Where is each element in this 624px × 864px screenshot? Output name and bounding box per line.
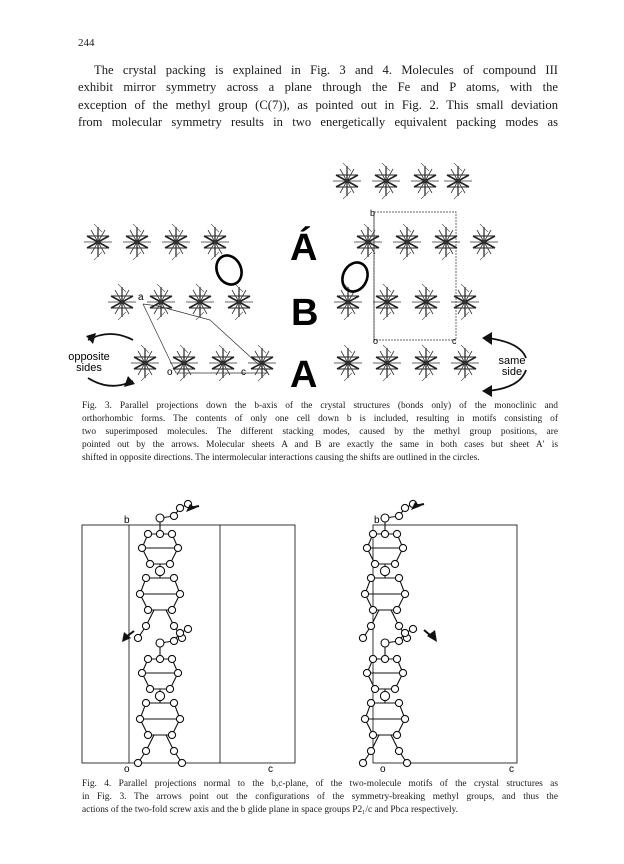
side-label: side [501, 366, 523, 378]
axis-label-o-right: o [373, 336, 379, 346]
figure-4-right-panel [359, 500, 517, 775]
paragraph-line: from molecular symmetry results in two energetically equivalent packing modes as [78, 114, 558, 129]
fig4-right-o: o [380, 764, 386, 775]
caption-line: actions of the two-fold screw axis and the b glide plane in space groups P2₁/c and Pbca respectively. [82, 805, 458, 815]
axis-label-a: a [138, 292, 144, 303]
fig4-right-b: b [374, 515, 380, 526]
sheet-label-a: A [290, 354, 318, 396]
sides-label: sides [76, 362, 102, 374]
fig4-left-b: b [124, 515, 130, 526]
same-label: same [498, 355, 526, 367]
figure-4-left-panel [82, 500, 295, 775]
axis-label-c: c [241, 367, 246, 378]
page-number: 244 [78, 37, 95, 49]
caption-line: in Fig. 3. The arrows point out the configurations of the symmetry-breaking methyl groups, and thus the [82, 792, 558, 802]
fig4-left-o: o [124, 764, 130, 775]
caption-line: orthorhombic forms. The contents of only one cell down b is included, resulting in motifs consisting of [82, 414, 558, 424]
paragraph-line: exception of the methyl group (C(7)), as pointed out in Fig. 2. This small deviation [78, 97, 558, 112]
paragraph-line: The crystal packing is explained in Fig. 3 and 4. Molecules of compound III [94, 63, 558, 77]
caption-line: two superimposed molecules. The different stacking modes, caused by the methyl group positions, are [82, 427, 558, 437]
fig4-right-c: c [509, 764, 514, 775]
fig4-left-c: c [268, 764, 273, 775]
sheet-label-b: B [291, 292, 319, 334]
caption-line: pointed out by the arrows. Molecular sheets A and B are exactly the same in both cases but sheet A′ is [82, 440, 558, 450]
axis-label-o: o [167, 367, 173, 378]
sheet-label-a-prime: Á [290, 227, 318, 269]
paragraph-line: exhibit mirror symmetry across a plane through the Fe and P atoms, with the [78, 80, 558, 95]
axis-label-b-right: b [370, 208, 376, 218]
figure-4-caption [82, 778, 558, 817]
caption-line: Fig. 3. Parallel projections down the b-axis of the crystal structures (bonds only) of the monoclinic and [82, 401, 558, 411]
caption-line: Fig. 4. Parallel projections normal to the b,c-plane, of the two-molecule motifs of the crystal structures as [82, 779, 558, 789]
caption-line: shifted in opposite directions. The intermolecular interactions causing the shifts are outlined in the circles. [82, 453, 480, 463]
opposite-label: opposite [68, 351, 110, 363]
axis-label-c-right: c [452, 336, 457, 346]
